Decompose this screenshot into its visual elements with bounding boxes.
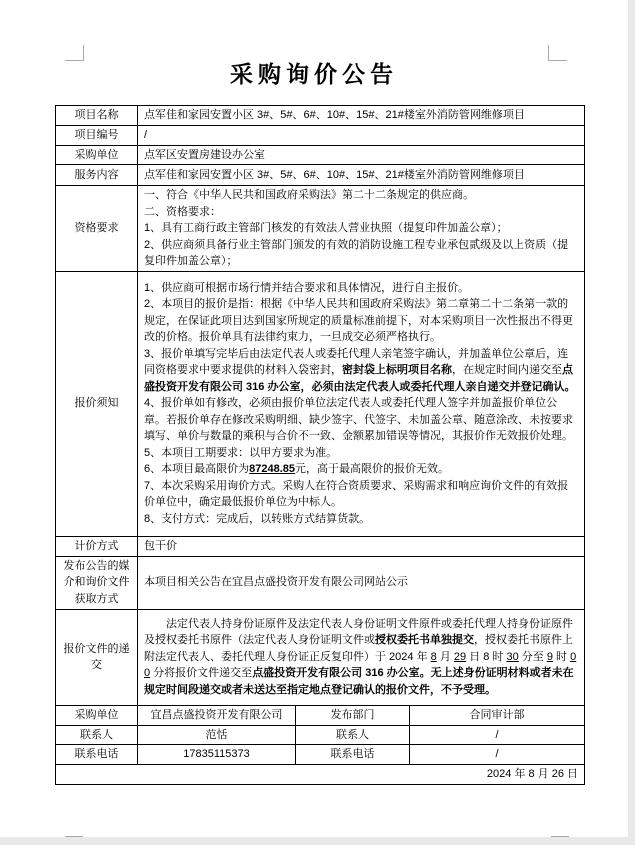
issuing-dept-label: 发布部门 — [296, 705, 410, 725]
contact-person-value-left: 范恬 — [138, 725, 296, 745]
text-boundary-mark-bottom-right — [551, 836, 569, 837]
service-content-value: 点军佳和家园安置小区 3#、5#、6#、10#、15#、21#楼室外消防管网维修项目 — [138, 165, 585, 186]
pricing-method-value: 包干价 — [138, 536, 585, 556]
contact-phone-label-right: 联系电话 — [296, 745, 410, 765]
announcement-media-label: 发布公告的媒介和询价文件获取方式 — [56, 556, 138, 609]
contact-unit-label: 采购单位 — [56, 705, 138, 725]
pricing-method-label: 计价方式 — [56, 536, 138, 556]
table-row-project-name — [56, 106, 585, 126]
table-row-bid-submission — [56, 609, 585, 705]
qualification-value: 一、符合《中华人民共和国政府采购法》第二十二条规定的供应商。 二、资格要求： 1、具有工商行政主管部门核发的有效法人营业执照（提复印件加盖公章）； 2、供应商须具备行业主管部门颁发的有效的消防设施工程专业承包贰级及以上资质（提复印件加盖公章）； — [138, 186, 585, 272]
bid-submission-value: 法定代表人持身份证原件及法定代表人身份证明文件原件或委托代理人持身份证原件及授权委托书原件（法定代表人身份证明文件或授权委托书单独提交，授权委托书原件上附法定代表人、委托代理人身份证正反复印件）于 2024 年 8 月 29 日 8 时 30 分至 9 时 00 分将报价文件递交至点盛投资开发有限公司 316 办公室。无上述身份证明材料或者未在规定时间段递交或者未送达至指定地点登记确认的报价文件，不予受理。 — [138, 609, 585, 705]
contact-unit-value: 宜昌点盛投资开发有限公司 — [138, 705, 296, 725]
table-row-pricing-method — [56, 536, 585, 556]
page-title: 采购询价公告 — [230, 61, 398, 87]
purchasing-unit-label: 采购单位 — [56, 145, 138, 165]
contact-person-label-right: 联系人 — [296, 725, 410, 745]
table-row-contact-unit — [56, 705, 585, 725]
project-name-value: 点军佳和家园安置小区 3#、5#、6#、10#、15#、21#楼室外消防管网维修项目 — [138, 106, 585, 126]
table-row-qualification — [56, 186, 585, 272]
qualification-label: 资格要求 — [56, 186, 138, 272]
issuing-dept-value: 合同审计部 — [410, 705, 585, 725]
announcement-media-value: 本项目相关公告在宜昌点盛投资开发有限公司网站公示 — [138, 556, 585, 609]
text-boundary-mark-bottom-left — [65, 836, 83, 837]
quotation-notes-label: 报价须知 — [56, 271, 138, 536]
sign-date: 2024 年 8 月 26 日 — [56, 764, 585, 784]
contact-person-label-left: 联系人 — [56, 725, 138, 745]
table-row-contact-phone — [56, 745, 585, 765]
project-number-value: / — [138, 126, 585, 146]
purchasing-unit-value: 点军区安置房建设办公室 — [138, 145, 585, 165]
table-row-purchasing-unit — [56, 145, 585, 165]
table-row-quotation-notes — [56, 271, 585, 536]
table-row-sign-date — [56, 764, 585, 784]
project-number-label: 项目编号 — [56, 126, 138, 146]
announcement-table — [55, 105, 585, 785]
contact-person-value-right: / — [410, 725, 585, 745]
contact-phone-value-right: / — [410, 745, 585, 765]
table-row-project-number — [56, 126, 585, 146]
bid-submission-label: 报价文件的递交 — [56, 609, 138, 705]
quotation-notes-value: 1、供应商可根据市场行情并结合要求和具体情况，进行自主报价。 2、本项目的报价是指：根据《中华人民共和国政府采购法》第二章第二十二条第一款的规定，在保证此项目达到国家所规定的质量标准前提下，对本采购项目一次性报出不得更改的价格。报价单具有法律约束力，一旦成交必须严格执行。 3、报价单填写完毕后由法定代表人或委托代理人亲笔签字确认，并加盖单位公章后，连同资格要求中要求提供的材料入袋密封，密封袋上标明项目名称，在规定时间内递交至点盛投资开发有限公司 316 办公室，必须由法定代表人或委托代理人亲自递交并登记确认。 4、报价单如有修改，必须由报价单位法定代表人或委托代理人签字并加盖报价单位公章。若报价单存在修改采购明细、缺少签字、代签字、未加盖公章、随意涂改、未按要求填写、单价与数量的乘积与合价不一致、金额累加错误等情况，其报价作无效报价处理。 5、本项目工期要求：以甲方要求为准。 6、本项目最高限价为87248.85元，高于最高限价的报价无效。 7、本次采购采用询价方式。采购人在符合资质要求、采购需求和响应询价文件的有效报价单位中，确定最低报价单位为中标人。 8、支付方式：完成后，以转账方式结算货款。 — [138, 271, 585, 536]
contact-phone-label-left: 联系电话 — [56, 745, 138, 765]
table-row-contact-person — [56, 725, 585, 745]
project-name-label: 项目名称 — [56, 106, 138, 126]
service-content-label: 服务内容 — [56, 165, 138, 186]
contact-phone-value-left: 17835115373 — [138, 745, 296, 765]
table-row-announcement-media — [56, 556, 585, 609]
table-row-service-content — [56, 165, 585, 186]
